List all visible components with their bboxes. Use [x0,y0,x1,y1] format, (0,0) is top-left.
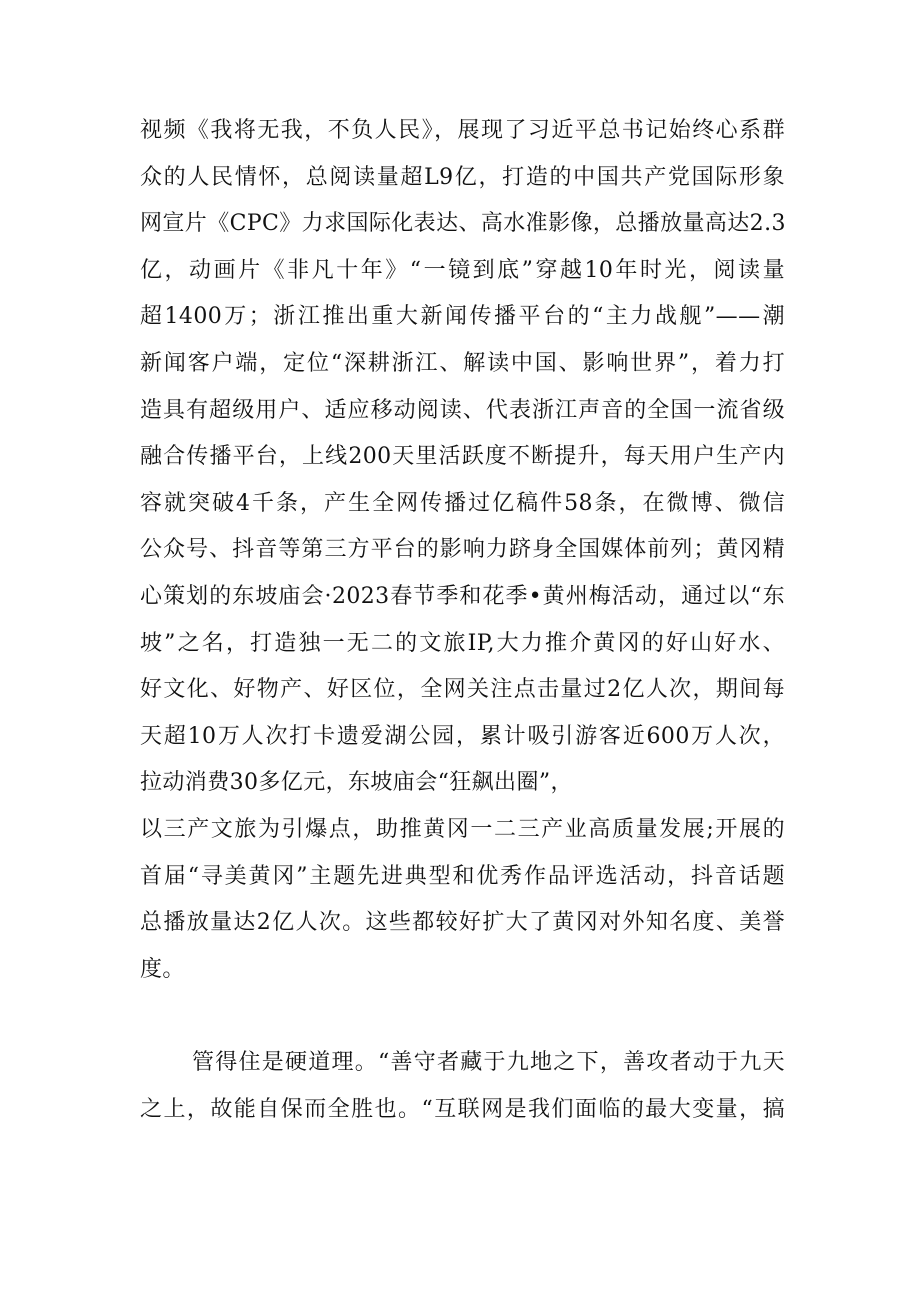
text-line: 造具有超级用户、适应移动阅读、代表浙江声音的全国一流省级 [140,397,785,423]
text-line: 之上，故能自保而全胜也。“互联网是我们面临的最大变量，搞 [140,1096,785,1122]
text-line: 融合传播平台，上线200天里活跃度不断提升，每天用户生产内 [140,444,785,470]
text-line: 管得住是硬道理。“善守者藏于九地之下，善攻者动于九天 [192,1050,785,1075]
text-line: 首届“寻美黄冈”主题先进典型和优秀作品评选活动，抖音话题 [140,863,785,889]
text-line: 坡”之名，打造独一无二的文旅IP,大力推介黄冈的好山好水、 [140,630,785,656]
paragraph-1 [140,108,785,993]
text-line: 拉动消费30多亿元，东坡庙会“狂飙出圈”， [140,770,573,796]
text-line: 网宣片《CPC》力求国际化表达、高水准影像，总播放量高达2.3 [140,211,786,237]
text-line: 好文化、好物产、好区位，全网关注点击量过2亿人次，期间每 [140,677,785,703]
text-line: 心策划的东坡庙会·2023春节季和花季•黄州梅活动，通过以“东 [140,583,785,609]
text-line: 视频《我将无我，不负人民》，展现了习近平总书记始终心系群 [140,118,785,143]
text-line: 容就突破4千条，产生全网传播过亿稿件58条，在微博、微信 [140,490,785,516]
text-line: 众的人民情怀，总阅读量超L9亿，打造的中国共产党国际形象 [140,164,785,190]
text-line: 天超10万人次打卡遗爱湖公园，累计吸引游客近600万人次， [140,723,785,749]
text-line: 公众号、抖音等第三方平台的影响力跻身全国媒体前列；黄冈精 [140,537,785,563]
text-line: 以三产文旅为引爆点，助推黄冈一二三产业高质量发展;开展的 [140,816,785,842]
text-line: 度。 [140,956,185,982]
text-line: 总播放量达2亿人次。这些都较好扩大了黄冈对外知名度、美誉 [140,910,785,936]
text-line: 亿，动画片《非凡十年》“一镜到底”穿越10年时光，阅读量 [140,257,785,283]
text-line: 超1400万；浙江推出重大新闻传播平台的“主力战舰”——潮 [140,304,785,330]
text-line: 新闻客户端，定位“深耕浙江、解读中国、影响世界”，着力打 [140,350,785,376]
paragraph-2 [140,1040,785,1133]
